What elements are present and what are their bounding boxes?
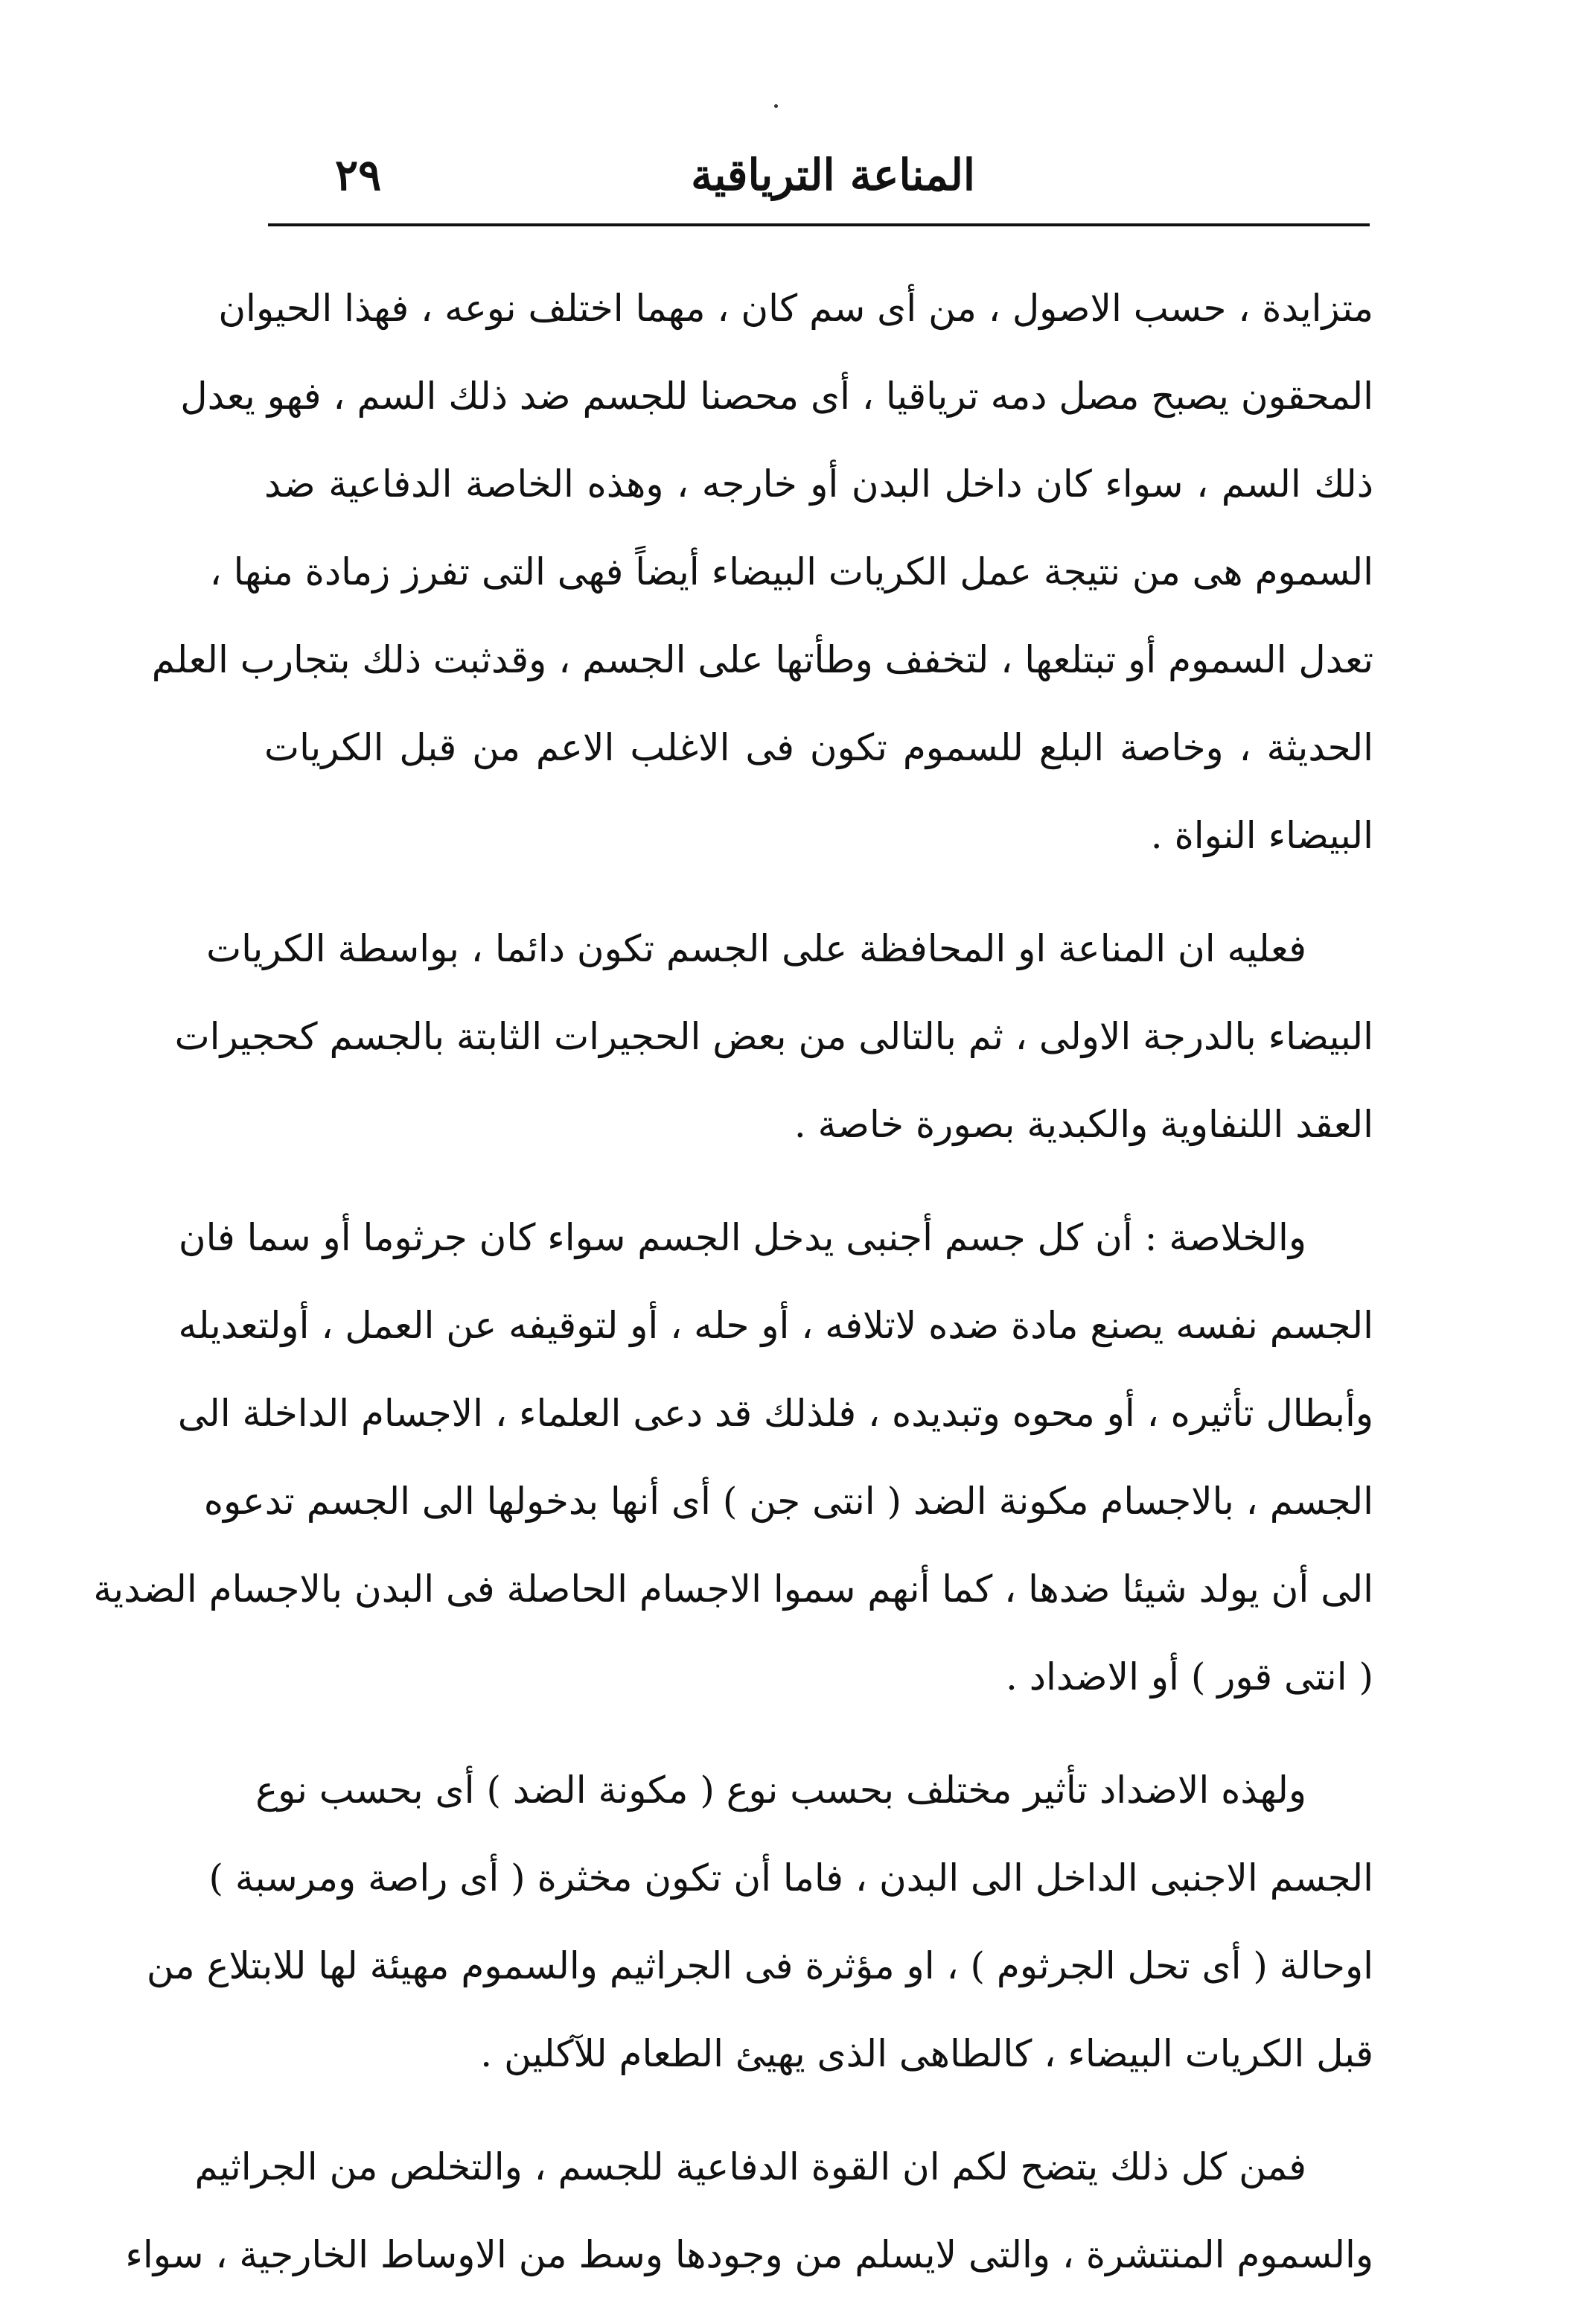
text-line: البيضاء النواة . — [1150, 814, 1373, 857]
paragraph-3 — [93, 1194, 1373, 1721]
page-number: ٢٩ — [335, 150, 382, 200]
text-line: وأبطال تأثيره ، أو محوه وتبديده ، فلذلك قد دعى العلماء ، الاجسام الداخلة الى — [177, 1392, 1373, 1435]
text-line: الجسم الاجنبى الداخل الى البدن ، فاما أن تكون مخثرة ( أى راصة ومرسبة ) — [208, 1856, 1373, 1900]
text-line: الحديثة ، وخاصة البلع للسموم تكون فى الاغلب الاعم من قبل الكريات — [264, 726, 1373, 769]
text-line: متزايدة ، حسب الاصول ، من أى سم كان ، مهما اختلف نوعه ، فهذا الحيوان — [218, 287, 1373, 330]
text-line: اوحالة ( أى تحل الجرثوم ) ، او مؤثرة فى الجراثيم والسموم مهيئة لها للابتلاع من — [146, 1944, 1373, 1987]
paragraph-1 — [151, 264, 1373, 879]
text-line: الجسم نفسه يصنع مادة ضده لاتلافه ، أو حله ، أو لتوقيفه عن العمل ، أولتعديله — [178, 1304, 1373, 1347]
text-line: الى أن يولد شيئا ضدها ، كما أنهم سموا الاجسام الحاصلة فى البدن بالاجسام الضدية — [93, 1567, 1373, 1611]
page-header — [268, 134, 1362, 216]
text-line: البيضاء بالدرجة الاولى ، ثم بالتالى من بعض الحجيرات الثابتة بالجسم كحجيرات — [174, 1015, 1373, 1058]
text-line: والخلاصة : أن كل جسم أجنبى يدخل الجسم سواء كان جرثوما أو سما فان — [178, 1216, 1306, 1259]
text-line: ذلك السم ، سواء كان داخل البدن أو خارجه ، وهذه الخاصة الدفاعية ضد — [264, 462, 1373, 506]
text-line: تعدل السموم أو تبتلعها ، لتخفف وطأتها على الجسم ، وقدثبت ذلك بتجارب العلم — [151, 638, 1373, 681]
paragraph-2 — [174, 905, 1373, 1168]
text-line: فعليه ان المناعة او المحافظة على الجسم تكون دائما ، بواسطة الكريات — [206, 927, 1306, 970]
text-line: والسموم المنتشرة ، والتى لايسلم من وجودها وسط من الاوساط الخارجية ، سواء — [125, 2233, 1373, 2276]
print-speck — [774, 104, 778, 108]
running-title: المناعة الترياقية — [691, 150, 975, 200]
text-line: ولهذه الاضداد تأثير مختلف بحسب نوع ( مكونة الضد ) أى بحسب نوع — [255, 1769, 1306, 1812]
header-rule — [268, 223, 1370, 226]
text-line: ( انتى قور ) أو الاضداد . — [1005, 1655, 1373, 1699]
text-line: قبل الكريات البيضاء ، كالطاهى الذى يهيئ الطعام للآكلين . — [480, 2032, 1373, 2075]
text-line: الجسم ، بالاجسام مكونة الضد ( انتى جن ) أى أنها بدخولها الى الجسم تدعوه — [203, 1480, 1373, 1523]
paragraph-5 — [125, 2123, 1373, 2299]
text-line: السموم هى من نتيجة عمل الكريات البيضاء أيضاً فهى التى تفرز زمادة منها ، — [209, 550, 1373, 593]
text-line: المحقون يصبح مصل دمه ترياقيا ، أى محصنا للجسم ضد ذلك السم ، فهو يعدل — [180, 375, 1373, 418]
page-body — [93, 264, 1373, 2324]
text-line: العقد اللنفاوية والكبدية بصورة خاصة . — [794, 1103, 1373, 1146]
text-line: فمن كل ذلك يتضح لكم ان القوة الدفاعية للجسم ، والتخلص من الجراثيم — [194, 2145, 1306, 2188]
paragraph-4 — [146, 1746, 1373, 2098]
